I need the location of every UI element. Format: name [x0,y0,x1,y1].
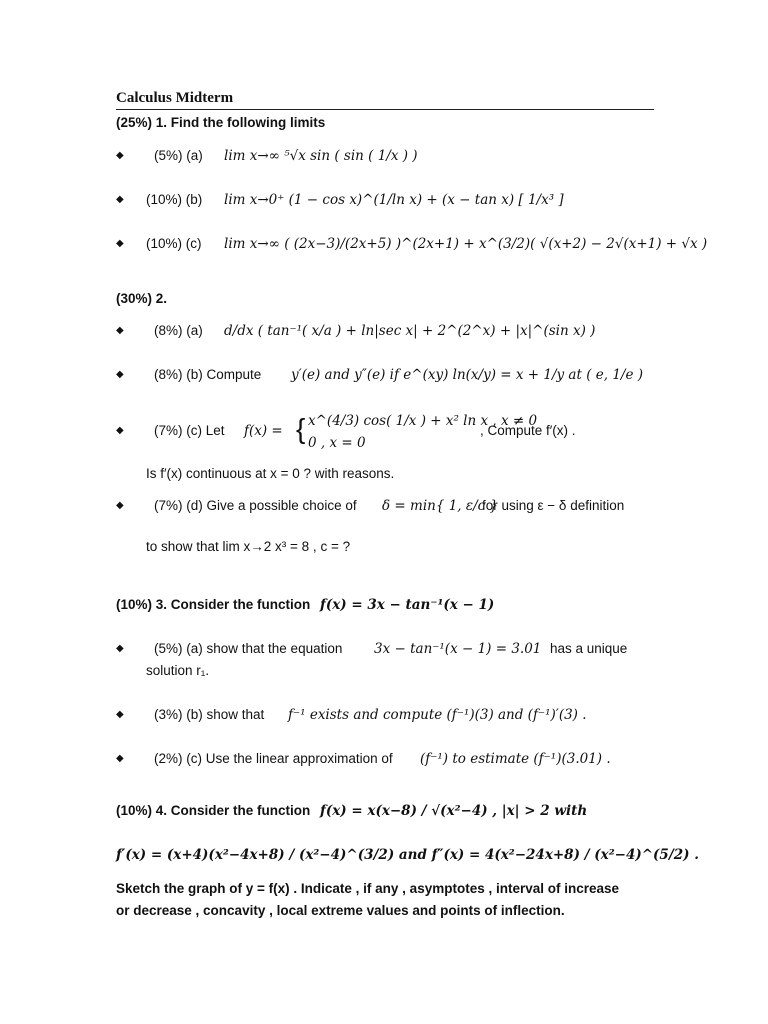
q2-d-label: (7%) (d) Give a possible choice of [154,498,357,513]
bullet-icon: ◆ [116,369,124,380]
q3-a-expression: 3x − tan⁻¹(x − 1) = 3.01 [374,641,542,657]
q4-heading-row [116,802,587,820]
q2-c-case-bottom: 0 , x = 0 [308,435,366,451]
q2-d-tail: for using ε − δ definition [482,498,625,513]
bullet-icon: ◆ [116,325,124,336]
title-rule [116,109,654,110]
q1-item-c [116,234,716,254]
q1-a-expression: lim x→∞ ⁵√x sin ( sin ( 1/x ) ) [224,148,418,164]
q2-c-label: (7%) (c) Let [154,423,225,438]
q4-sketch-line-2: or decrease , concavity , local extreme values and points of inflection. [116,903,565,918]
bullet-icon: ◆ [116,238,124,249]
q3-item-a [116,639,716,659]
q1-a-label: (5%) (a) [154,148,203,163]
q1-c-expression: lim x→∞ ( (2x−3)/(2x+5) )^(2x+1) + x^(3/2)( √(x+2) − 2√(x+1) + √x ) [224,236,708,252]
q2-a-expression: d/dx ( tan⁻¹( x/a ) + ln|sec x| + 2^(2^x) + |x|^(sin x) ) [224,323,596,339]
q3-c-expression: (f⁻¹) to estimate (f⁻¹)(3.01) . [420,751,611,767]
bullet-icon: ◆ [116,753,124,764]
q2-d-expression: δ = min{ 1, ε/c } [382,498,499,514]
bullet-icon: ◆ [116,709,124,720]
q1-c-label: (10%) (c) [146,236,202,251]
q2-item-b [116,365,716,385]
q2-a-label: (8%) (a) [154,323,203,338]
q4-sketch-line-1: Sketch the graph of y = f(x) . Indicate , if any , asymptotes , interval of increase [116,881,620,896]
q4-heading: (10%) 4. Consider the function [116,803,311,818]
page-title: Calculus Midterm [116,90,234,106]
q2-item-a [116,321,716,341]
q1-item-a [116,146,716,166]
q2-c-tail: , Compute f′(x) . [480,423,576,438]
q2-b-label: (8%) (b) Compute [154,367,262,382]
bullet-icon: ◆ [116,150,124,161]
q4-heading-expression: f(x) = x(x−8) / √(x²−4) , |x| > 2 with [320,803,588,819]
q1-item-b [116,190,716,210]
q3-a-label: (5%) (a) show that the equation [154,641,343,656]
q2-item-d [116,496,716,516]
q3-a-tail: has a unique [550,641,628,656]
q2-heading: (30%) 2. [116,291,168,306]
q3-item-c [116,749,716,769]
bullet-icon: ◆ [116,500,124,511]
q3-a-continuation: solution r₁. [146,663,210,678]
bullet-icon: ◆ [116,643,124,654]
q3-b-label: (3%) (b) show that [154,707,265,722]
q1-b-label: (10%) (b) [146,192,203,207]
bullet-icon: ◆ [116,194,124,205]
q3-heading-row [116,596,494,614]
q3-heading: (10%) 3. Consider the function [116,597,311,612]
q2-c-lhs: f(x) = [244,423,283,439]
brace-icon: { [296,413,306,444]
q3-item-b [116,705,716,725]
q2-c-case-top: x^(4/3) cos( 1/x ) + x² ln x , x ≠ 0 [308,413,538,429]
q3-b-expression: f⁻¹ exists and compute (f⁻¹)(3) and (f⁻¹)′(3) . [288,707,587,723]
q1-heading: (25%) 1. Find the following limits [116,115,326,130]
q1-b-expression: lim x→0⁺ (1 − cos x)^(1/ln x) + (x − tan x) [ 1/x³ ] [224,192,564,208]
q2-c-continuation: Is f′(x) continuous at x = 0 ? with reasons. [146,466,395,481]
q2-d-continuation: to show that lim x→2 x³ = 8 , c = ? [146,539,351,554]
q2-b-expression: y′(e) and y″(e) if e^(xy) ln(x/y) = x + 1/y at ( e, 1/e ) [291,367,644,383]
q4-derivatives: f′(x) = (x+4)(x²−4x+8) / (x²−4)^(3/2) and f″(x) = 4(x²−24x+8) / (x²−4)^(5/2) . [116,847,699,863]
bullet-icon: ◆ [116,425,124,436]
q2-item-c [116,411,716,451]
q3-c-label: (2%) (c) Use the linear approximation of [154,751,393,766]
q3-heading-expression: f(x) = 3x − tan⁻¹(x − 1) [320,597,495,613]
